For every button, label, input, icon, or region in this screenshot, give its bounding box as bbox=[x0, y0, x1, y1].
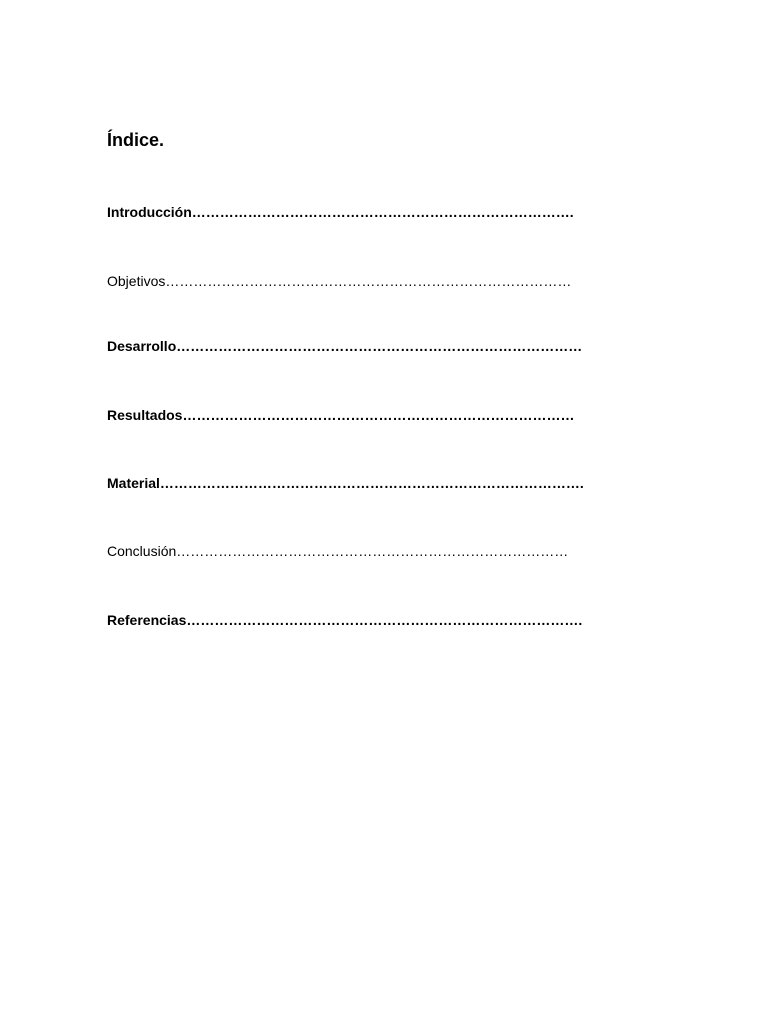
toc-entry-desarrollo: Desarrollo…………………………………………………………………………… bbox=[107, 338, 583, 354]
page-title: Índice. bbox=[107, 130, 165, 150]
toc-entry-resultados: Resultados………………………………………………………………………… bbox=[107, 407, 575, 423]
toc-entry-material: Material………………………………………………………………………………. bbox=[107, 475, 584, 491]
toc-entry-objetivos: Objetivos…………………………………………………………………………… bbox=[107, 273, 572, 289]
toc-entry-introduccion: Introducción………………………………………………………………………. bbox=[107, 204, 574, 220]
toc-entry-referencias: Referencias…………………………………………………………………………. bbox=[107, 612, 583, 628]
toc-entry-conclusion: Conclusión………………………………………………………………………… bbox=[107, 543, 569, 559]
